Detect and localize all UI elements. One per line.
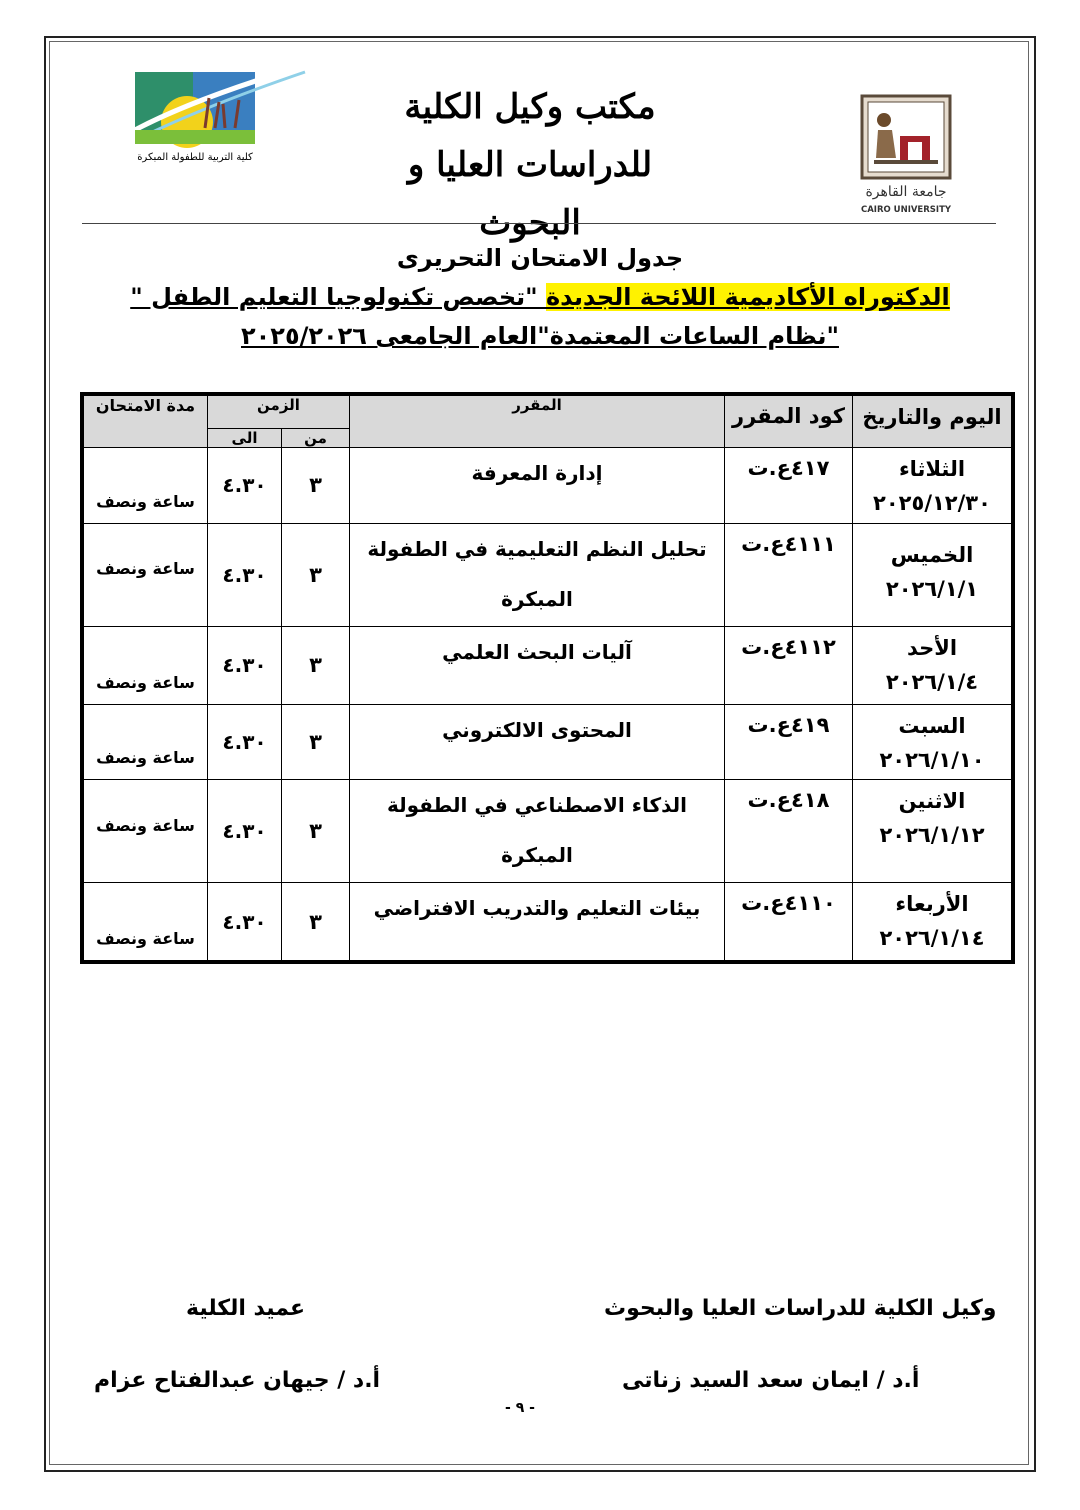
academic-year-text: "نظام الساعات المعتمدة"العام الجامعى ٢٠٢٥/٢٠٢٦ xyxy=(241,322,839,350)
day-date-cell xyxy=(853,448,1012,524)
faculty-logo xyxy=(135,58,310,180)
day-name: السبت xyxy=(898,713,966,738)
exam-date: ٢٠٢٦/١/١ xyxy=(885,576,979,601)
day-date-cell xyxy=(853,780,1012,883)
exam-duration: ساعة ونصف xyxy=(84,448,208,524)
header-time: الزمن xyxy=(208,396,350,429)
dean-title: عميد الكلية xyxy=(186,1296,306,1321)
program-title xyxy=(0,283,1080,311)
cairo-university-logo xyxy=(848,92,966,216)
time-from: ٣ xyxy=(282,626,350,704)
day-name: الأربعاء xyxy=(895,892,969,917)
vice-dean-name: أ.د / ايمان سعد السيد زناتى xyxy=(622,1368,920,1393)
header-course: المقرر xyxy=(350,396,725,448)
exam-duration: ساعة ونصف xyxy=(84,780,208,883)
page-number: - ٩ - xyxy=(505,1400,535,1416)
course-name: المحتوى الالكتروني xyxy=(350,704,725,780)
header-from: من xyxy=(282,428,350,447)
table-row xyxy=(84,780,1012,883)
day-date-cell xyxy=(853,523,1012,626)
course-code: ٤١٩ع.ت xyxy=(725,704,853,780)
exam-duration: ساعة ونصف xyxy=(84,626,208,704)
time-to: ٤.٣٠ xyxy=(208,523,282,626)
table-row xyxy=(84,523,1012,626)
academic-year-title xyxy=(0,322,1080,350)
exam-duration: ساعة ونصف xyxy=(84,883,208,961)
exam-date: ٢٠٢٦/١/١٠ xyxy=(879,747,985,772)
table-row xyxy=(84,448,1012,524)
time-to: ٤.٣٠ xyxy=(208,704,282,780)
course-name: إدارة المعرفة xyxy=(350,448,725,524)
exam-date: ٢٠٢٦/١/١٤ xyxy=(879,926,985,951)
time-to: ٤.٣٠ xyxy=(208,780,282,883)
table-row xyxy=(84,704,1012,780)
course-name: الذكاء الاصطناعي في الطفولة المبكرة xyxy=(350,780,725,883)
program-title-rest: "تخصص تكنولوجيا التعليم الطفل " xyxy=(130,283,546,311)
exam-date: ٢٠٢٥/١٢/٣٠ xyxy=(873,491,991,516)
program-title-highlight: الدكتوراه الأكاديمية اللائحة الجديدة xyxy=(546,283,950,311)
time-from: ٣ xyxy=(282,883,350,961)
time-from: ٣ xyxy=(282,704,350,780)
dean-name: أ.د / جيهان عبدالفتاح عزام xyxy=(94,1368,381,1393)
exam-duration: ساعة ونصف xyxy=(84,523,208,626)
time-to: ٤.٣٠ xyxy=(208,448,282,524)
course-code: ٤١٨ع.ت xyxy=(725,780,853,883)
exam-schedule-title: جدول الامتحان التحريرى xyxy=(396,244,684,272)
exam-duration: ساعة ونصف xyxy=(84,704,208,780)
time-from: ٣ xyxy=(282,523,350,626)
office-title-line2: للدراسات العليا و البحوث xyxy=(407,145,653,243)
course-code: ٤١١٠ع.ت xyxy=(725,883,853,961)
day-name: الاثنين xyxy=(898,789,966,814)
exam-date: ٢٠٢٦/١/٤ xyxy=(885,669,979,694)
course-code: ٤١٧ع.ت xyxy=(725,448,853,524)
header-duration: مدة الامتحان xyxy=(84,396,208,448)
course-name: آليات البحث العلمي xyxy=(350,626,725,704)
table-row xyxy=(84,626,1012,704)
exam-schedule-table xyxy=(80,392,1015,964)
office-title xyxy=(380,78,680,252)
time-from: ٣ xyxy=(282,780,350,883)
time-from: ٣ xyxy=(282,448,350,524)
svg-text:كلية التربية للطفولة المبكرة: كلية التربية للطفولة المبكرة xyxy=(137,152,253,163)
header-day-date: اليوم والتاريخ xyxy=(853,396,1012,448)
day-date-cell xyxy=(853,883,1012,961)
table-row xyxy=(84,883,1012,961)
day-name: الأحد xyxy=(906,635,958,660)
header-course-code: كود المقرر xyxy=(725,396,853,448)
course-code: ٤١١١ع.ت xyxy=(725,523,853,626)
header-divider xyxy=(82,223,996,224)
vice-dean-title: وكيل الكلية للدراسات العليا والبحوث xyxy=(604,1296,997,1321)
day-date-cell xyxy=(853,626,1012,704)
course-code: ٤١١٢ع.ت xyxy=(725,626,853,704)
svg-text:CAIRO UNIVERSITY: CAIRO UNIVERSITY xyxy=(860,205,952,215)
time-to: ٤.٣٠ xyxy=(208,626,282,704)
svg-text:جامعة القاهرة: جامعة القاهرة xyxy=(865,184,947,200)
exam-date: ٢٠٢٦/١/١٢ xyxy=(879,823,985,848)
office-title-line1: مكتب وكيل الكلية xyxy=(404,87,656,127)
day-name: الثلاثاء xyxy=(898,457,966,482)
time-to: ٤.٣٠ xyxy=(208,883,282,961)
header-to: الى xyxy=(208,428,282,447)
day-date-cell xyxy=(853,704,1012,780)
course-name: بيئات التعليم والتدريب الافتراضي xyxy=(350,883,725,961)
day-name: الخميس xyxy=(890,542,974,567)
course-name: تحليل النظم التعليمية في الطفولة المبكرة xyxy=(350,523,725,626)
